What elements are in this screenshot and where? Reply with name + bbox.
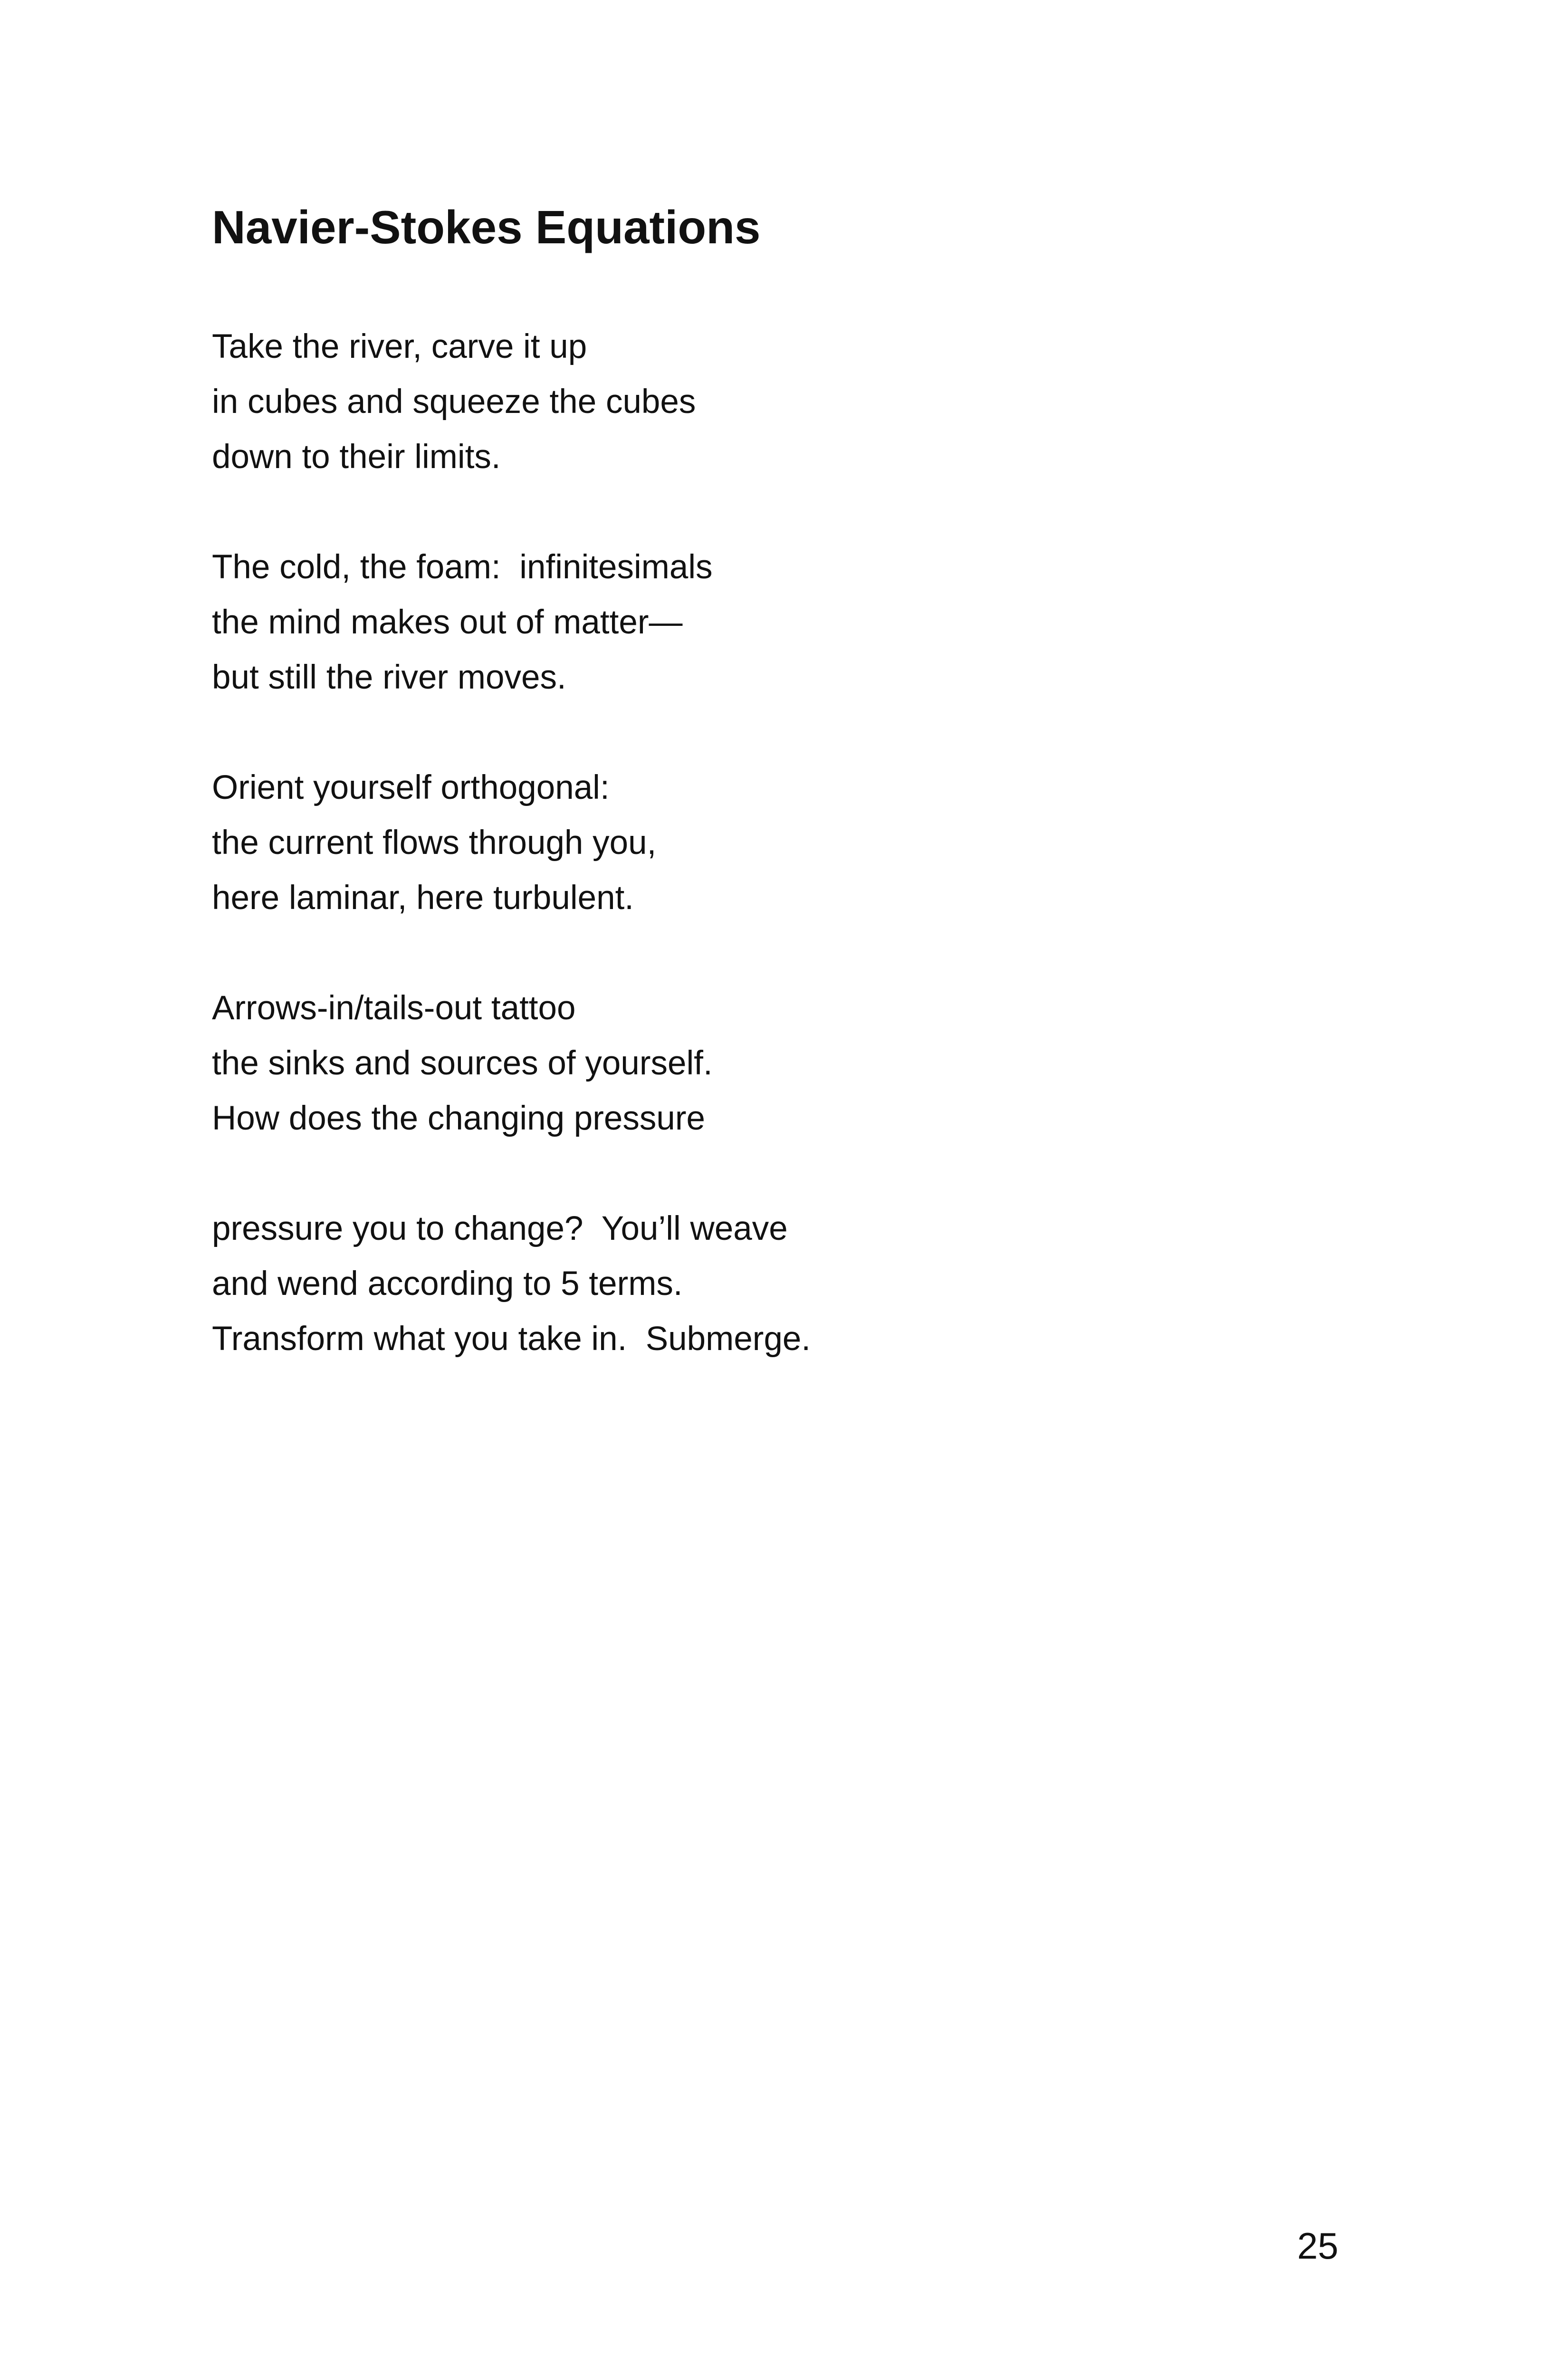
poem-body (212, 319, 1352, 1422)
stanza-1 (212, 319, 1352, 485)
stanza-5 (212, 1201, 1352, 1367)
poem-line: the sinks and sources of yourself. (212, 1044, 713, 1082)
poem-line: the mind makes out of matter— (212, 604, 683, 641)
poem-line: down to their limits. (212, 438, 501, 476)
poem-line: How does the changing pressure (212, 1100, 706, 1137)
stanza-4 (212, 981, 1352, 1146)
poem-line: Arrows-in/tails-out tattoo (212, 989, 576, 1027)
poem-line: in cubes and squeeze the cubes (212, 383, 696, 421)
stanza-2 (212, 540, 1352, 705)
poem-line: Orient yourself orthogonal: (212, 769, 610, 806)
page-number: 25 (1297, 2225, 1339, 2267)
poem-line: Take the river, carve it up (212, 328, 587, 365)
poem-title: Navier-Stokes Equations (212, 201, 761, 253)
poem-line: The cold, the foam: infinitesimals (212, 548, 713, 586)
poem-line: and wend according to 5 terms. (212, 1265, 683, 1303)
poem-line: here laminar, here turbulent. (212, 879, 634, 917)
stanza-3 (212, 760, 1352, 926)
poem-line: Transform what you take in. Submerge. (212, 1320, 811, 1358)
poem-line: but still the river moves. (212, 659, 566, 696)
poem-line: the current flows through you, (212, 824, 657, 862)
poem-line: pressure you to change? You’ll weave (212, 1210, 788, 1247)
